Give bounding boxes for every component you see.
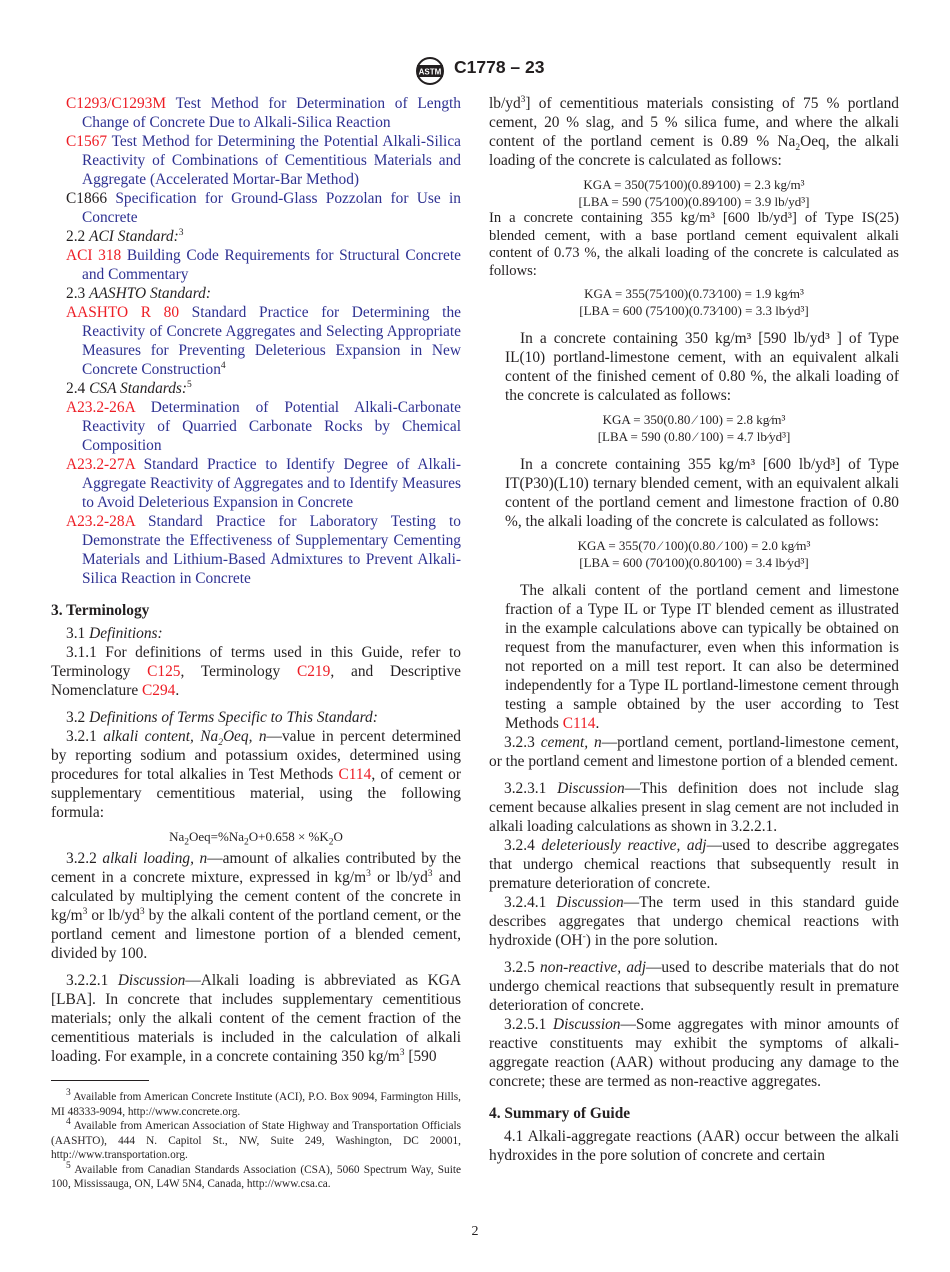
reference-code: C1866 — [66, 190, 108, 207]
reference-link[interactable]: C125 — [147, 663, 181, 680]
footnote: $^5$ Available from Canadian Standards Association (CSA), 5060 Spectrum Way, Suite 100, Mississauga, ON, L4W 5N4, Canada, http://www.csa.ca. — [51, 1160, 461, 1190]
section-3-2-4-1: 3.2.4.1 Discussion—The term used in this standard guide describes aggregates that undergo chemical reactions with hydroxide (OH-) in the pore solution. — [489, 894, 899, 949]
equation-lba: [LBA = 590 (0.80 ⁄ 100) = 4.7 lb⁄yd³] — [597, 429, 791, 444]
reference-title[interactable]: Specification for Ground-Glass Pozzolan for Use in Concrete — [82, 190, 461, 226]
reference-title[interactable]: Determination of Potential Alkali-Carbonate Reactivity of Quarried Carbonate Rocks by Chemical Composition — [82, 399, 461, 454]
reference-title[interactable]: Standard Practice to Identify Degree of Alkali-Aggregate Reactivity of Aggregates and to Identify Measures to Avoid Deleterious Expansion in Concrete — [82, 456, 461, 511]
reference-link[interactable]: C1293/C1293M — [66, 95, 167, 112]
reference-item — [51, 94, 461, 132]
astm-logo-icon — [411, 56, 449, 86]
section-2-2: 2.2 ACI Standard:$^3$ — [66, 227, 184, 245]
alkali-formula: $Na_2Oeq=\%Na_2O+0.658 \times \%K_2O$ — [169, 829, 343, 848]
reference-title[interactable]: Test Method for Determining the Potential Alkali-Silica Reactivity of Combinations of Cementitious Materials and Aggregate (Accelerated Mortar-Bar Method) — [82, 133, 461, 188]
reference-link[interactable]: C294 — [142, 682, 176, 699]
discussion-continuation: $lb/yd^3$] of cementitious materials consisting of 75 % portland cement, 20 % slag, and 5 % silica fume, and where the alkali content of the portland cement is 0.89 % $Na_2Oeq$, the alkali loading of the concrete is calculated as follows: — [489, 94, 899, 169]
equation-lba: [LBA = 590 (75⁄100)(0.89⁄100) = 3.9 lb/yd³] — [578, 194, 810, 209]
reference-link[interactable]: A23.2-26A — [66, 399, 135, 416]
reference-item — [51, 246, 461, 284]
section-3-2-5-1: 3.2.5.1 Discussion—Some aggregates with minor amounts of reactive constituents may exhibit the symptoms of alkali-aggregate reaction (AAR) without producing any damage to the concrete; these are termed as non-reactive aggregates. — [489, 1016, 899, 1090]
footnote: $^3$ Available from American Concrete Institute (ACI), P.O. Box 9094, Farmington Hills, MI 48333-9094, http://www.concrete.org. — [51, 1088, 462, 1118]
section-2-3: 2.3 AASHTO Standard: — [66, 285, 211, 302]
equation-lba: [LBA = 600 (70⁄100)(0.80⁄100) = 3.4 lb⁄yd³] — [579, 555, 809, 570]
footnote: $^4$ Available from American Association of State Highway and Transportation Officials (AASHTO), 444 N. Capitol St., NW, Suite 249, Washington, DC 20001, http://www.transportation.org. — [51, 1117, 462, 1161]
reference-link[interactable]: A23.2-27A — [66, 456, 135, 473]
reference-item: AASHTO R 80 Standard Practice for Determining the Reactivity of Concrete Aggregates and Selecting Appropriate Measures for Preventing Deleterious Expansion in New Concrete Construction$^4$ — [66, 304, 461, 378]
example-paragraph: In a concrete containing 355 kg/m³ [600 lb/yd³] of Type IT(P30)(L10) ternary blended cement, with an equivalent alkali content of the portland cement and limestone fraction of 0.80 %, the alkali loading of the concrete is calculated as follows: — [505, 456, 899, 530]
reference-link[interactable]: AASHTO R 80 — [66, 304, 180, 321]
section-3-1-1: 3.1.1 For definitions of terms used in this Guide, refer to Terminology C125, Terminology C219, and Descriptive Nomenclature C294. — [51, 644, 461, 699]
equation-kga: KGA = 350(75⁄100)(0.89⁄100) = 2.3 kg/m³ — [583, 177, 805, 192]
section-3-2-3-1: 3.2.3.1 Discussion—This definition does not include slag cement because alkalies present in slag cement are not included in alkali loading calculations as shown in 3.2.2.1. — [489, 780, 899, 835]
equation-kga: KGA = 355(75⁄100)(0.73⁄100) = 1.9 kg⁄m³ — [584, 286, 804, 301]
reference-item — [51, 132, 461, 189]
section-3-2-1: 3.2.1 alkali content, $Na_2Oeq$, n—value in percent determined by reporting sodium and potassium oxides, determined using procedures for total alkalies in Test Methods C114, of cement or supplementary cementitious material, using the following formula: — [51, 728, 461, 821]
section-3-2-4: 3.2.4 deleteriously reactive, adj—used to describe aggregates that undergo chemical reactions that subsequently result in premature deterioration of concrete. — [489, 837, 899, 892]
reference-link[interactable]: ACI 318 — [66, 247, 122, 264]
reference-link[interactable]: C114 — [338, 766, 372, 783]
reference-title[interactable]: Test Method for Determination of Length Change of Concrete Due to Alkali-Silica Reaction — [82, 95, 461, 131]
reference-item — [51, 455, 461, 512]
example-paragraph: In a concrete containing 350 kg/m³ [590 lb/yd³ ] of Type IL(10) portland-limestone cement, with an equivalent alkali content of the finished cement of 0.80 %, the alkali loading of the concrete is calculated as follows: — [505, 330, 899, 404]
section-heading: 4. Summary of Guide — [489, 1105, 631, 1122]
reference-link[interactable]: C1567 — [66, 133, 108, 150]
section-3-2-3: 3.2.3 cement, n—portland cement, portland-limestone cement, or the portland cement and limestone portion of a blended cement. — [489, 734, 899, 770]
section-3-2-5: 3.2.5 non-reactive, adj—used to describe materials that do not undergo chemical reactions that subsequently result in premature deterioration of concrete. — [489, 959, 899, 1014]
section-heading: 3. Terminology — [51, 602, 150, 619]
section-3-2-2: 3.2.2 alkali loading, n—amount of alkalies contributed by the cement in a concrete mixture, expressed in $kg/m^3$ or $lb/yd^3$ and calculated by multiplying the cement content of the concrete in $kg/m^3$ or $lb/yd^3$ by the alkali content of the portland cement, or the portland cement and limestone portion of a blended cement, divided by 100. — [51, 850, 462, 962]
alkali-note-paragraph: The alkali content of the portland cement and limestone fraction of a Type IL or Type IT blended cement as illustrated in the example calculations above can typically be obtained on request from the manufacturer, even when this information is not reported on a mill test report. It can also be determined independently for a Type IL portland-limestone cement through testing a sample obtained by the user according to Test Methods C114. — [505, 582, 899, 732]
reference-link[interactable]: C114 — [562, 715, 596, 732]
section-3-2: 3.2 Definitions of Terms Specific to This Standard: — [66, 709, 378, 726]
equation-lba: [LBA = 600 (75⁄100)(0.73⁄100) = 3.3 lb⁄yd³] — [579, 303, 809, 318]
reference-title[interactable]: Standard Practice for Determining the Reactivity of Concrete Aggregates and Selecting Appropriate Measures for Preventing Deleterious Expansion in New Concrete Construction — [82, 304, 461, 378]
right-column — [489, 94, 899, 1165]
reference-title[interactable]: Standard Practice for Laboratory Testing to Demonstrate the Effectiveness of Supplementary Cementing Materials and Lithium-Based Admixtures to Prevent Alkali-Silica Reaction in Concrete — [82, 513, 461, 587]
reference-link[interactable]: C219 — [296, 663, 331, 680]
reference-item — [51, 189, 461, 227]
equation-kga: KGA = 350(0.80 ⁄ 100) = 2.8 kg⁄m³ — [602, 412, 786, 427]
example-paragraph: In a concrete containing 355 kg/m³ [600 lb/yd³] of Type IS(25) blended cement, with a base portland cement equivalent alkali content of 0.73 %, the alkali loading of the concrete is calculated as follows: — [489, 210, 899, 279]
section-3-2-2-1: 3.2.2.1 Discussion—Alkali loading is abbreviated as KGA [LBA]. In concrete that includes supplementary cementitious materials; only the alkali content of the cement fraction of the cementitious materials is included in the calculation of alkali loading. For example, in a concrete containing 350 $kg/m^3$ [590 — [51, 972, 461, 1065]
left-column — [51, 94, 461, 1066]
page-header — [0, 56, 950, 86]
reference-item — [51, 398, 461, 455]
footnote-divider — [51, 1080, 149, 1081]
equation-kga: KGA = 355(70 ⁄ 100)(0.80 ⁄ 100) = 2.0 kg⁄m³ — [577, 538, 811, 553]
reference-title[interactable]: Building Code Requirements for Structural Concrete and Commentary — [82, 247, 461, 283]
section-3-1: 3.1 Definitions: — [66, 625, 163, 642]
standard-designation: C1778 – 23 — [454, 57, 545, 77]
reference-item — [51, 512, 461, 588]
reference-link[interactable]: A23.2-28A — [66, 513, 135, 530]
footnotes — [51, 1090, 461, 1192]
logo-text: ASTM — [418, 67, 442, 77]
section-2-4: 2.4 CSA Standards:$^5$ — [66, 379, 192, 397]
page-number: 2 — [471, 1224, 479, 1239]
section-4-1: 4.1 Alkali-aggregate reactions (AAR) occur between the alkali hydroxides in the pore solution of concrete and certain — [489, 1128, 899, 1164]
